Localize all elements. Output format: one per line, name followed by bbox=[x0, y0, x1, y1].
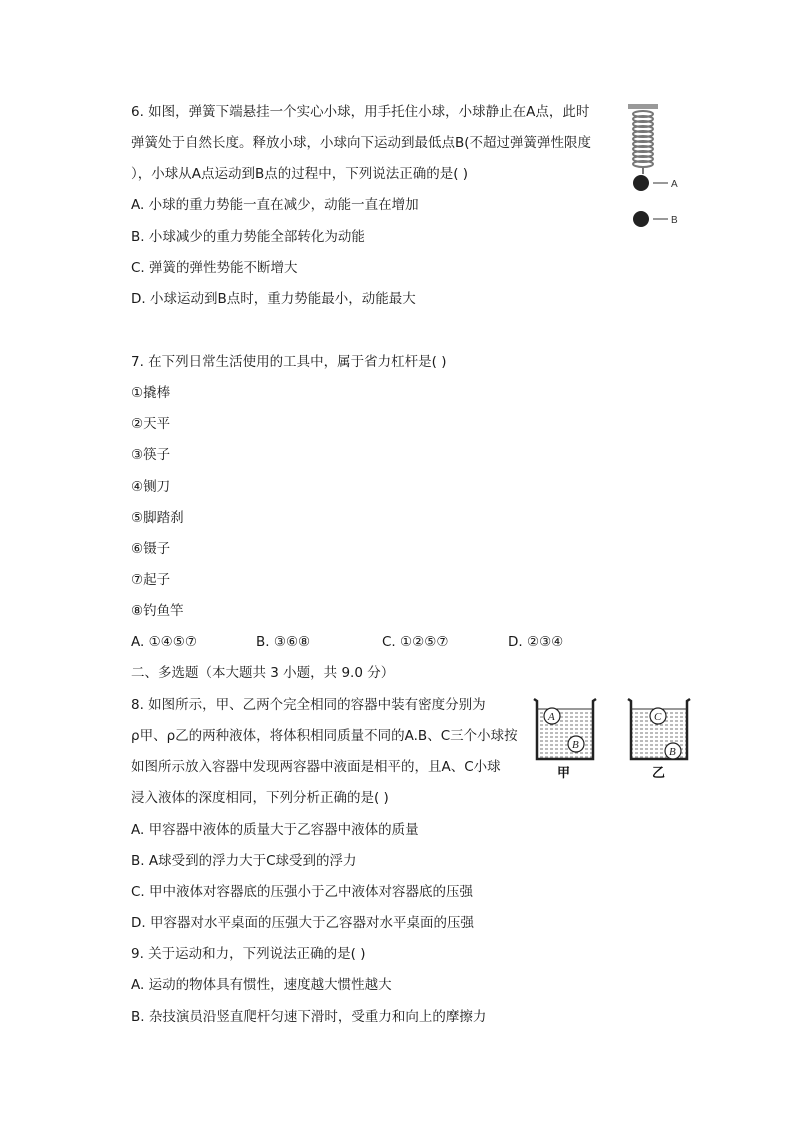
q6-stem-line-3: ），小球从A点运动到B点的过程中，下列说法正确的是( ) bbox=[131, 166, 469, 182]
q7-option-b: B. ③⑥⑧ bbox=[256, 634, 311, 650]
q7-item-8: ⑧钓鱼竿 bbox=[131, 603, 184, 619]
q7-item-4: ④铡刀 bbox=[131, 479, 171, 495]
q8-option-d: D. 甲容器对水平桌面的压强大于乙容器对水平桌面的压强 bbox=[131, 915, 474, 931]
q7-option-d: D. ②③④ bbox=[508, 634, 564, 650]
q7-stem: 7. 在下列日常生活使用的工具中，属于省力杠杆是( ) bbox=[131, 354, 447, 370]
q8-stem-line-1: 8. 如图所示，甲、乙两个完全相同的容器中装有密度分别为 bbox=[131, 697, 486, 713]
q7-item-1: ①撬棒 bbox=[131, 385, 171, 401]
q8-option-a: A. 甲容器中液体的质量大于乙容器中液体的质量 bbox=[131, 822, 419, 838]
q7-option-c: C. ①②⑤⑦ bbox=[382, 634, 449, 650]
q6-option-d: D. 小球运动到B点时，重力势能最小，动能最大 bbox=[131, 291, 416, 307]
container-jia bbox=[534, 699, 596, 781]
q9-option-a: A. 运动的物体具有惯性，速度越大惯性越大 bbox=[131, 977, 392, 993]
ball-b-label-right: B bbox=[669, 746, 676, 758]
q7-item-2: ②天平 bbox=[131, 416, 171, 432]
point-a-label: A bbox=[671, 179, 678, 190]
q8-option-c: C. 甲中液体对容器底的压强小于乙中液体对容器底的压强 bbox=[131, 884, 474, 900]
container-jia-label: 甲 bbox=[557, 766, 571, 781]
q8-option-b: B. A球受到的浮力大于C球受到的浮力 bbox=[131, 853, 357, 869]
point-b-label: B bbox=[671, 215, 678, 226]
q8-stem-line-4: 浸入液体的深度相同，下列分析正确的是( ) bbox=[131, 790, 389, 806]
q6-stem-line-2: 弹簧处于自然长度。释放小球，小球向下运动到最低点B(不超过弹簧弹性限度 bbox=[131, 135, 592, 151]
q8-stem-line-2: ρ甲、ρ乙的两种液体，将体积相同质量不同的A.B、C三个小球按 bbox=[131, 728, 518, 744]
q7-item-3: ③筷子 bbox=[131, 447, 171, 463]
section-title-multiple-choice: 二、多选题（本大题共 3 小题，共 9.0 分） bbox=[131, 665, 395, 681]
q7-item-5: ⑤脚踏刹 bbox=[131, 510, 184, 526]
container-yi-label: 乙 bbox=[652, 766, 666, 781]
ball-at-b bbox=[633, 211, 649, 227]
q6-option-b: B. 小球减少的重力势能全部转化为动能 bbox=[131, 229, 365, 245]
ball-c-label: C bbox=[654, 711, 662, 723]
container-yi bbox=[628, 699, 690, 781]
ball-a-label: A bbox=[548, 711, 555, 723]
q8-stem-line-3: 如图所示放入容器中发现两容器中液面是相平的，且A、C小球 bbox=[131, 759, 501, 775]
q9-stem: 9. 关于运动和力，下列说法正确的是( ) bbox=[131, 946, 366, 962]
q7-item-6: ⑥镊子 bbox=[131, 541, 171, 557]
q6-option-a: A. 小球的重力势能一直在减少，动能一直在增加 bbox=[131, 197, 419, 213]
q6-stem-line-1: 6. 如图，弹簧下端悬挂一个实心小球，用手托住小球，小球静止在A点，此时 bbox=[131, 104, 590, 120]
ball-b-label-left: B bbox=[572, 739, 579, 751]
containers-figure bbox=[530, 695, 700, 785]
q9-option-b: B. 杂技演员沿竖直爬杆匀速下滑时，受重力和向上的摩擦力 bbox=[131, 1009, 487, 1025]
spring-ball-figure bbox=[622, 102, 692, 232]
q7-option-a: A. ①④⑤⑦ bbox=[131, 634, 197, 650]
q6-option-c: C. 弹簧的弹性势能不断增大 bbox=[131, 260, 298, 276]
ball-at-a bbox=[633, 175, 649, 191]
q7-item-7: ⑦起子 bbox=[131, 572, 171, 588]
